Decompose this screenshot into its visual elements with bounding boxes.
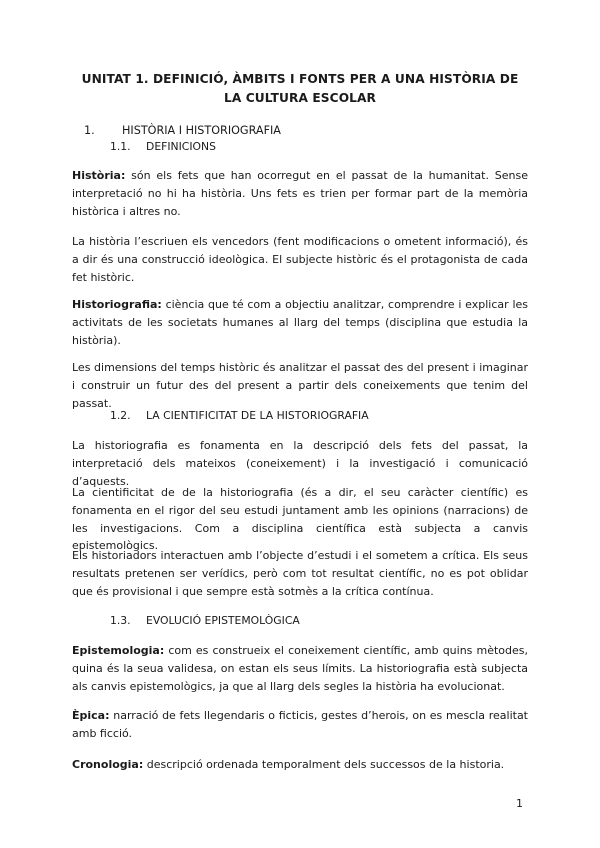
- paragraph-text: La historiografia es fonamenta en la descripció dels fets del passat, la interpretació dels mateixos (coneixement) i la investigació i comunicació d’aquests.: [72, 439, 528, 488]
- term-label: Cronologia:: [72, 758, 144, 771]
- paragraph-text: Les dimensions del temps històric és analitzar el passat des del present i imaginar i construir un futur des del present a partir dels coneixements que tenim del passat.: [72, 361, 528, 410]
- paragraph-vencedors: [72, 233, 528, 286]
- paragraph-cronologia: [72, 756, 528, 774]
- paragraph-text: són els fets que han ocorregut en el passat de la humanitat. Sense interpretació no hi ha història. Uns fets es trien per formar part de la memòria històrica i altres no.: [72, 169, 528, 218]
- subsection-title: EVOLUCIÓ EPISTEMOLÒGICA: [146, 614, 300, 627]
- term-label: Història:: [72, 169, 126, 182]
- paragraph-text: La cientificitat de de la historiografia (és a dir, el seu caràcter científic) es fonamenta en el rigor del seu estudi juntament amb les opinions (narracions) de les investigacions. Com a disciplina científica està subjecta a canvis epistemològics.: [72, 486, 528, 553]
- paragraph-fonamenta: [72, 437, 528, 490]
- paragraph-historiografia: [72, 296, 528, 349]
- paragraph-text: ciència que té com a objectiu analitzar, comprendre i explicar les activitats de les societats humanes al llarg del temps (disciplina que estudia la història).: [72, 298, 528, 347]
- paragraph-epica: [72, 707, 528, 743]
- paragraph-text: Els historiadors interactuen amb l’objecte d’estudi i el sometem a crítica. Els seus resultats pretenen ser verídics, però com tot resultat científic, no es pot oblidar que és provisional i que sempre està sotmès a la crítica contínua.: [72, 549, 528, 598]
- subsection-number: 1.2.: [110, 409, 131, 422]
- page-number: 1: [516, 797, 523, 810]
- paragraph-text: La història l’escriuen els vencedors (fent modificacions o ometent informació), és a dir és una construcció ideològica. El subjecte històric és el protagonista de cada fet històric.: [72, 235, 528, 284]
- paragraph-text: com es construeix el coneixement científic, amb quins mètodes, quina és la seua validesa, on estan els seus límits. La historiografia està subjecta als canvis epistemològics, ja que al llarg dels segles la història ha evolucionat.: [72, 644, 528, 693]
- subsection-title: DEFINICIONS: [146, 140, 216, 153]
- paragraph-epistemologia: [72, 642, 528, 695]
- paragraph-dimensions: [72, 359, 528, 412]
- subsection-heading-1-1: [110, 139, 216, 155]
- paragraph-text: narració de fets llegendaris o ficticis, gestes d’herois, on es mescla realitat amb ficció.: [72, 709, 528, 740]
- paragraph-text: descripció ordenada temporalment dels successos de la historia.: [143, 758, 505, 771]
- section-number: 1.: [84, 124, 95, 137]
- subsection-title: LA CIENTIFICITAT DE LA HISTORIOGRAFIA: [146, 409, 369, 422]
- subsection-heading-1-2: [110, 408, 369, 424]
- section-heading-1: [84, 123, 281, 139]
- section-title: HISTÒRIA I HISTORIOGRAFIA: [122, 124, 281, 137]
- subsection-number: 1.3.: [110, 614, 131, 627]
- subsection-number: 1.1.: [110, 140, 131, 153]
- term-label: Historiografia:: [72, 298, 162, 311]
- paragraph-cientificitat: [72, 484, 528, 555]
- paragraph-historiadors: [72, 547, 528, 600]
- paragraph-historia: [72, 167, 528, 220]
- term-label: Èpica:: [72, 709, 110, 722]
- subsection-heading-1-3: [110, 613, 300, 629]
- term-label: Epistemologia:: [72, 644, 165, 657]
- page-title: UNITAT 1. DEFINICIÓ, ÀMBITS I FONTS PER A UNA HISTÒRIA DE LA CULTURA ESCOLAR: [81, 72, 519, 105]
